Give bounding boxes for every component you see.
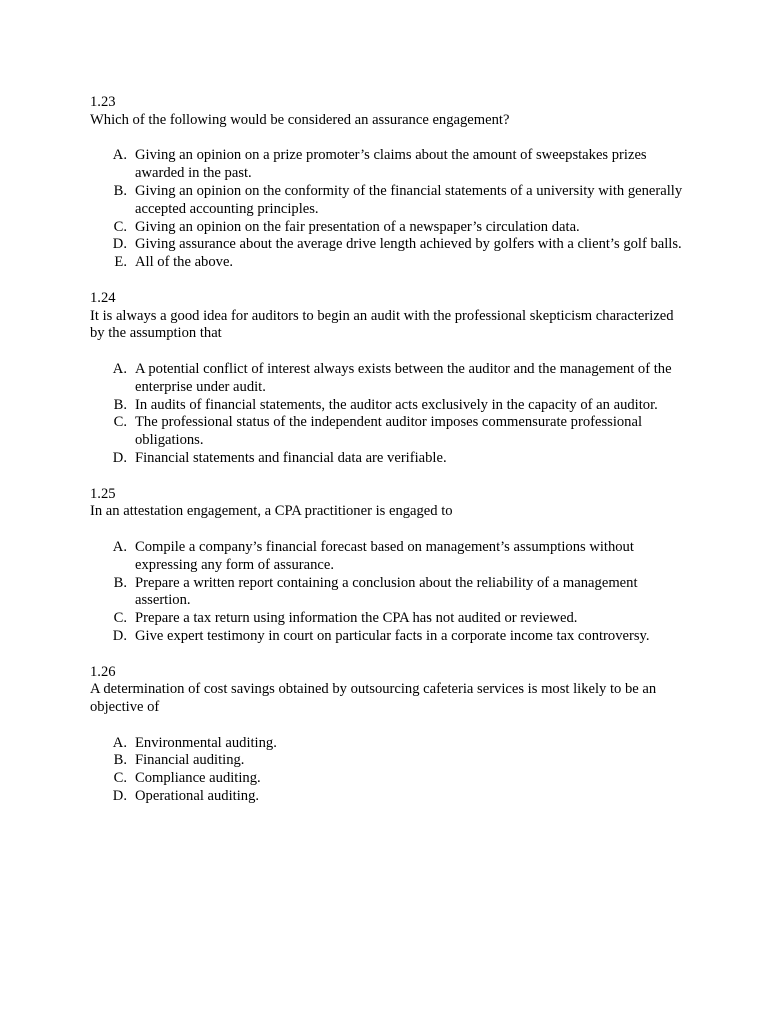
answer-options (90, 735, 690, 806)
option-text: Prepare a tax return using information the CPA has not audited or reviewed. (135, 610, 578, 627)
option-letter: C. (113, 770, 127, 787)
option-text: Giving an opinion on the fair presentation of a newspaper’s circulation data. (135, 218, 580, 235)
answer-option-c (90, 610, 690, 628)
option-text: Compliance auditing. (135, 770, 261, 787)
answer-option-a (90, 539, 690, 575)
option-letter: C. (113, 610, 127, 627)
answer-option-c (90, 219, 690, 237)
question-number: 1.24 (90, 289, 116, 306)
option-letter: E. (114, 254, 127, 271)
question-text: A determination of cost savings obtained by outsourcing cafeteria services is most likely to be an objective of (90, 681, 657, 716)
option-text: Financial auditing. (135, 752, 245, 769)
option-letter: B. (113, 396, 127, 413)
option-text: Give expert testimony in court on particular facts in a corporate income tax controversy. (135, 627, 650, 644)
answer-option-d (90, 450, 690, 468)
answer-option-c (90, 414, 690, 450)
question-text: It is always a good idea for auditors to begin an audit with the professional skepticism characterized by the assumption that (90, 307, 674, 342)
question-number: 1.25 (90, 485, 116, 502)
answer-option-e (90, 254, 690, 272)
question-text: Which of the following would be considered an assurance engagement? (90, 111, 510, 128)
option-letter: A. (112, 538, 127, 555)
question-1-23 (90, 94, 690, 272)
option-text: Compile a company’s financial forecast based on management’s assumptions without expressing any form of assurance. (135, 538, 634, 573)
question-number: 1.23 (90, 94, 116, 110)
option-letter: C. (113, 414, 127, 431)
answer-options (90, 539, 690, 646)
answer-option-a (90, 147, 690, 183)
answer-option-b (90, 183, 690, 219)
answer-option-b (90, 752, 690, 770)
option-text: In audits of financial statements, the auditor acts exclusively in the capacity of an auditor. (135, 396, 658, 413)
question-1-26 (90, 664, 690, 806)
question-number: 1.26 (90, 663, 116, 680)
question-text: In an attestation engagement, a CPA practitioner is engaged to (90, 503, 453, 520)
option-letter: B. (113, 182, 127, 199)
option-text: Giving assurance about the average drive length achieved by golfers with a client’s golf balls. (135, 236, 682, 253)
option-letter: B. (113, 574, 127, 591)
answer-option-b (90, 397, 690, 415)
question-1-25 (90, 486, 690, 646)
answer-option-c (90, 770, 690, 788)
answer-option-d (90, 788, 690, 806)
option-text: Operational auditing. (135, 788, 260, 805)
option-letter: D. (112, 449, 127, 466)
option-letter: D. (112, 627, 127, 644)
answer-options (90, 147, 690, 272)
answer-options (90, 361, 690, 468)
option-letter: D. (112, 788, 127, 805)
option-text: Prepare a written report containing a conclusion about the reliability of a management assertion. (135, 574, 638, 609)
option-letter: A. (112, 360, 127, 377)
option-text: The professional status of the independent auditor imposes commensurate professional obligations. (135, 414, 643, 449)
option-letter: B. (113, 752, 127, 769)
option-text: Environmental auditing. (135, 734, 277, 751)
answer-option-b (90, 575, 690, 611)
option-text: A potential conflict of interest always exists between the auditor and the management of the enterprise under audit. (135, 360, 672, 395)
option-letter: A. (112, 734, 127, 751)
option-text: All of the above. (135, 254, 234, 271)
answer-option-d (90, 236, 690, 254)
option-letter: C. (113, 218, 127, 235)
answer-option-a (90, 361, 690, 397)
option-letter: D. (112, 236, 127, 253)
question-1-24 (90, 290, 690, 468)
document-page (90, 94, 690, 824)
option-text: Giving an opinion on a prize promoter’s claims about the amount of sweepstakes prizes awarded in the past. (135, 147, 647, 182)
option-text: Giving an opinion on the conformity of the financial statements of a university with generally accepted accounting principles. (135, 182, 683, 217)
option-letter: A. (112, 147, 127, 164)
answer-option-d (90, 628, 690, 646)
option-text: Financial statements and financial data are verifiable. (135, 449, 447, 466)
answer-option-a (90, 735, 690, 753)
